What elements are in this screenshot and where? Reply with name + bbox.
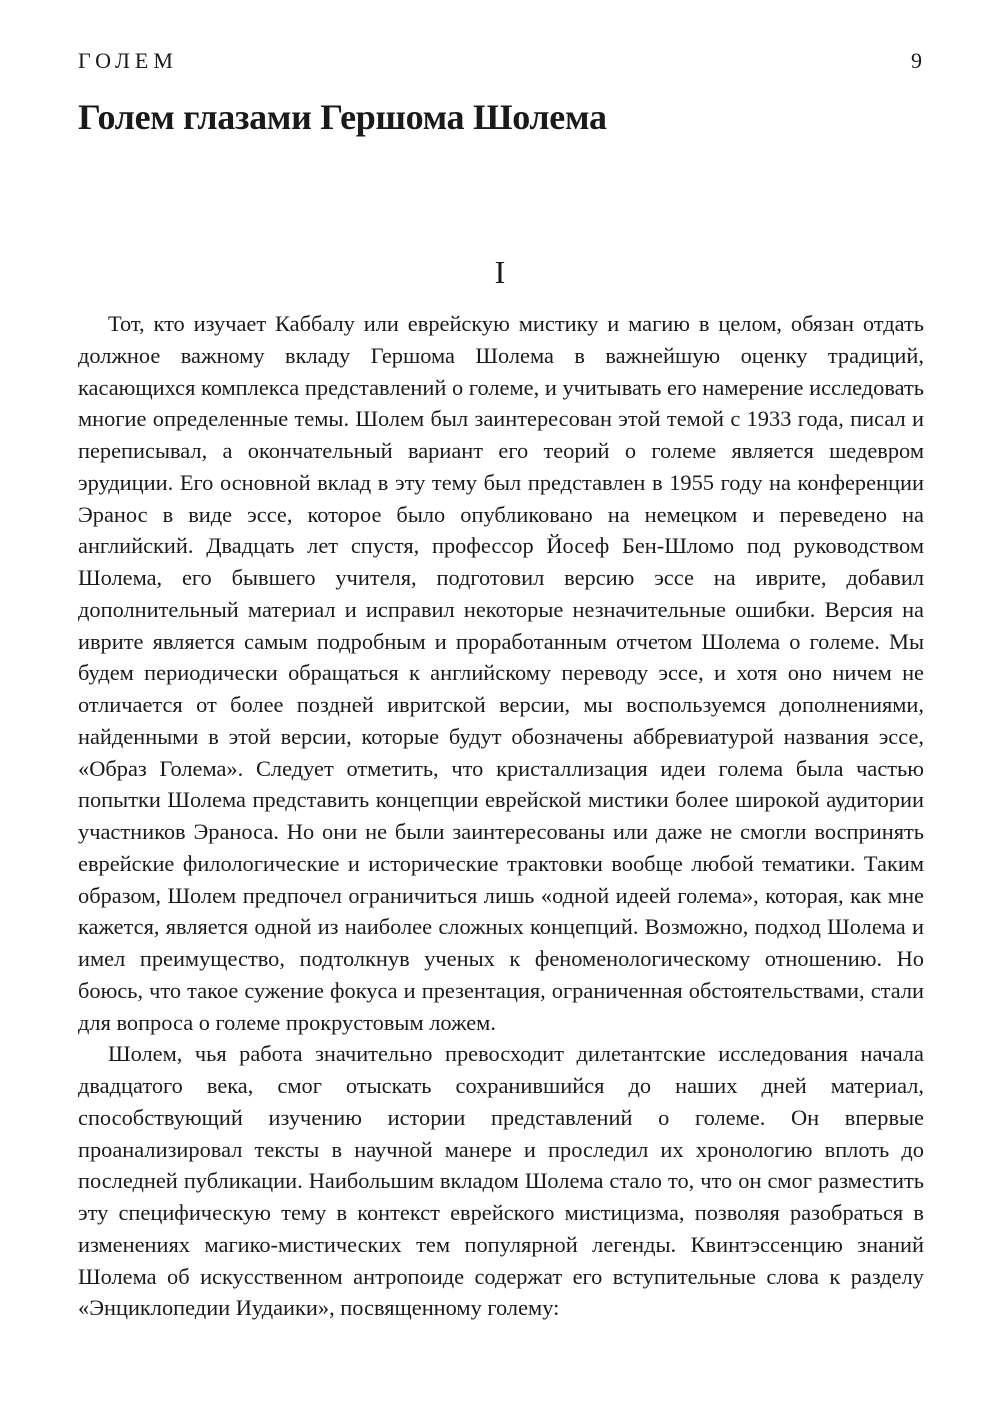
section-number: I (494, 254, 506, 290)
running-head: ГОЛЕМ (78, 48, 178, 73)
chapter-title: Голем глазами Гершома Шолема (78, 97, 607, 137)
body-text (78, 308, 924, 1324)
page-number: 9 (911, 48, 922, 73)
paragraph-1: Тот, кто изучает Каббалу или еврейскую мистику и магию в целом, обязан отдать должное важному вкладу Гершома Шолема в важнейшую оценку традиций, касающихся комплекса представлений о големе, и учитывать его намерение исследовать многие определенные темы. Шолем был заинтересован этой темой с 1933 года, писал и переписывал, а окончательный вариант его теорий о големе является шедевром эрудиции. Его основной вклад в эту тему был представлен в 1955 году на конференции Эранос в виде эссе, которое было опубликовано на немецком и переведено на английский. Двадцать лет спустя, профессор Йосеф Бен-Шломо под руководством Шолема, его бывшего учителя, подготовил версию эссе на иврите, добавил дополнительный материал и исправил некоторые незначительные ошибки. Версия на иврите является самым подробным и проработанным отчетом Шолема о големе. Мы будем периодически обращаться к английскому переводу эссе, и хотя оно ничем не отличается от более поздней ивритской версии, мы воспользуемся дополнениями, найденными в этой версии, которые будут обозначены аббревиатурой названия эссе, «Образ Голема». Следует отметить, что кристаллизация идеи голема была частью попытки Шолема представить концепции еврейской мистики более широкой аудитории участников Эраноса. Но они не были заинтересованы или даже не смогли воспринять еврейские филологические и исторические трактовки вообще любой тематики. Таким образом, Шолем предпочел ограничиться лишь «одной идеей голема», которая, как мне кажется, является одной из наиболее сложных концепций. Возможно, подход Шолема и имел преимущество, подтолкнув ученых к феноменологическому отношению. Но боюсь, что такое сужение фокуса и презентация, ограниченная обстоятельствами, стали для вопроса о големе прокрустовым ложем. (78, 311, 924, 1035)
paragraph-2: Шолем, чья работа значительно превосходит дилетантские исследования начала двадцатого века, смог отыскать сохранившийся до наших дней материал, способствующий изучению истории представлений о големе. Он впервые проанализировал тексты в научной манере и проследил их хронологию вплоть до последней публикации. Наибольшим вкладом Шолема стало то, что он смог разместить эту специфическую тему в контекст еврейского мистицизма, позволяя разобраться в изменениях магико-мистических тем популярной легенды. Квинтэссенцию знаний Шолема об искусственном антропоиде содержат его вступительные слова к разделу «Энциклопедии Иудаики», посвященному голему: (78, 1041, 924, 1321)
